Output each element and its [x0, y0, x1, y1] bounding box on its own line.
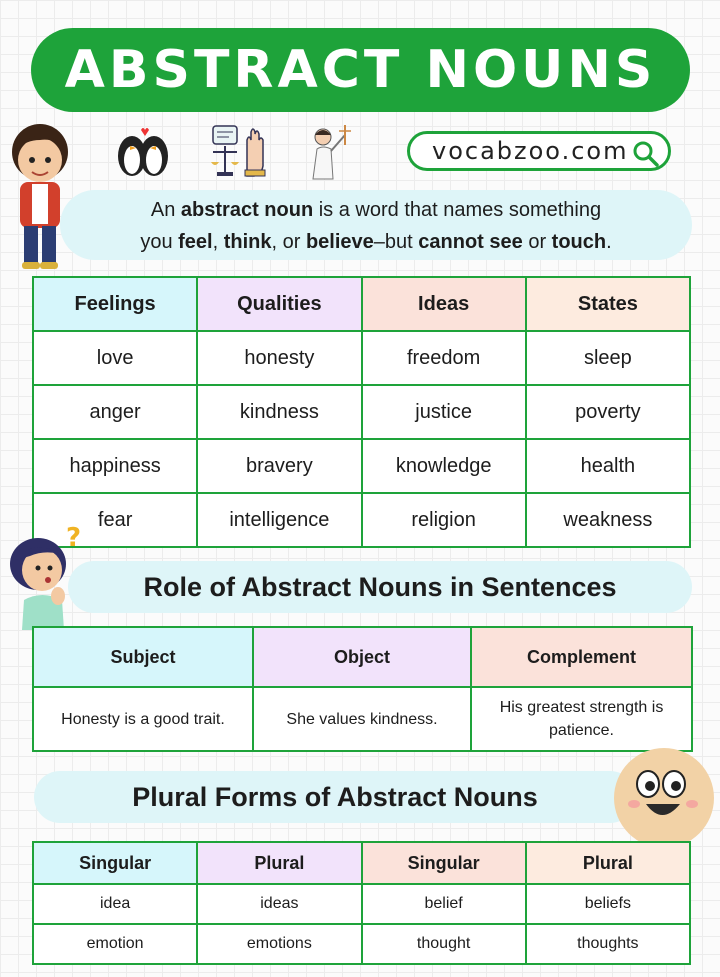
table-cell: freedom	[362, 331, 526, 385]
page-title: ABSTRACT NOUNS	[31, 28, 690, 112]
plural-section-heading: Plural Forms of Abstract Nouns	[34, 771, 636, 823]
abstract-nouns-table	[32, 276, 691, 548]
header-ideas: Ideas	[362, 277, 526, 331]
definition-line-2: you feel, think, or believe–but cannot see or touch.	[140, 231, 612, 253]
search-icon	[632, 140, 660, 168]
table-header-row	[33, 842, 690, 884]
header-singular: Singular	[362, 842, 526, 884]
table-cell: happiness	[33, 439, 197, 493]
table-row	[33, 924, 690, 964]
table-cell: thought	[362, 924, 526, 964]
definition-line-1: An abstract noun is a word that names something	[150, 199, 602, 221]
role-table	[32, 626, 693, 752]
table-cell: emotions	[197, 924, 361, 964]
table-cell: knowledge	[362, 439, 526, 493]
header-states: States	[526, 277, 690, 331]
table-cell: ideas	[197, 884, 361, 924]
website-text: vocabzoo.com	[432, 137, 629, 165]
table-cell: kindness	[197, 385, 361, 439]
table-header-row	[33, 627, 692, 687]
example-object: She values kindness.	[253, 687, 471, 751]
role-section-heading: Role of Abstract Nouns in Sentences	[68, 561, 692, 613]
table-cell: religion	[362, 493, 526, 547]
header-complement: Complement	[471, 627, 692, 687]
table-cell: beliefs	[526, 884, 690, 924]
table-row	[33, 687, 692, 751]
table-cell: bravery	[197, 439, 361, 493]
table-cell: fear	[33, 493, 197, 547]
header-subject: Subject	[33, 627, 253, 687]
smiley-face-icon	[612, 746, 716, 850]
table-row	[33, 884, 690, 924]
table-cell: sleep	[526, 331, 690, 385]
header-qualities: Qualities	[197, 277, 361, 331]
table-cell: weakness	[526, 493, 690, 547]
table-cell: intelligence	[197, 493, 361, 547]
table-cell: poverty	[526, 385, 690, 439]
table-cell: anger	[33, 385, 197, 439]
header-object: Object	[253, 627, 471, 687]
table-header-row	[33, 277, 690, 331]
table-cell: idea	[33, 884, 197, 924]
table-cell: justice	[362, 385, 526, 439]
plural-forms-table	[32, 841, 691, 965]
example-complement: His greatest strength is patience.	[471, 687, 692, 751]
table-row	[33, 493, 690, 547]
person-justice-icon	[303, 121, 361, 181]
table-cell: health	[526, 439, 690, 493]
penguins-icon	[112, 124, 174, 180]
question-mark: ?	[66, 523, 82, 553]
table-cell: belief	[362, 884, 526, 924]
table-row	[33, 331, 690, 385]
table-row	[33, 385, 690, 439]
header-plural: Plural	[526, 842, 690, 884]
definition-panel	[60, 190, 692, 260]
table-cell: thoughts	[526, 924, 690, 964]
table-cell: love	[33, 331, 197, 385]
header-singular: Singular	[33, 842, 197, 884]
website-link[interactable]	[407, 131, 671, 171]
table-row	[33, 439, 690, 493]
scales-hand-icon	[207, 122, 271, 180]
example-subject: Honesty is a good trait.	[33, 687, 253, 751]
table-cell: honesty	[197, 331, 361, 385]
table-cell: emotion	[33, 924, 197, 964]
header-feelings: Feelings	[33, 277, 197, 331]
header-plural: Plural	[197, 842, 361, 884]
